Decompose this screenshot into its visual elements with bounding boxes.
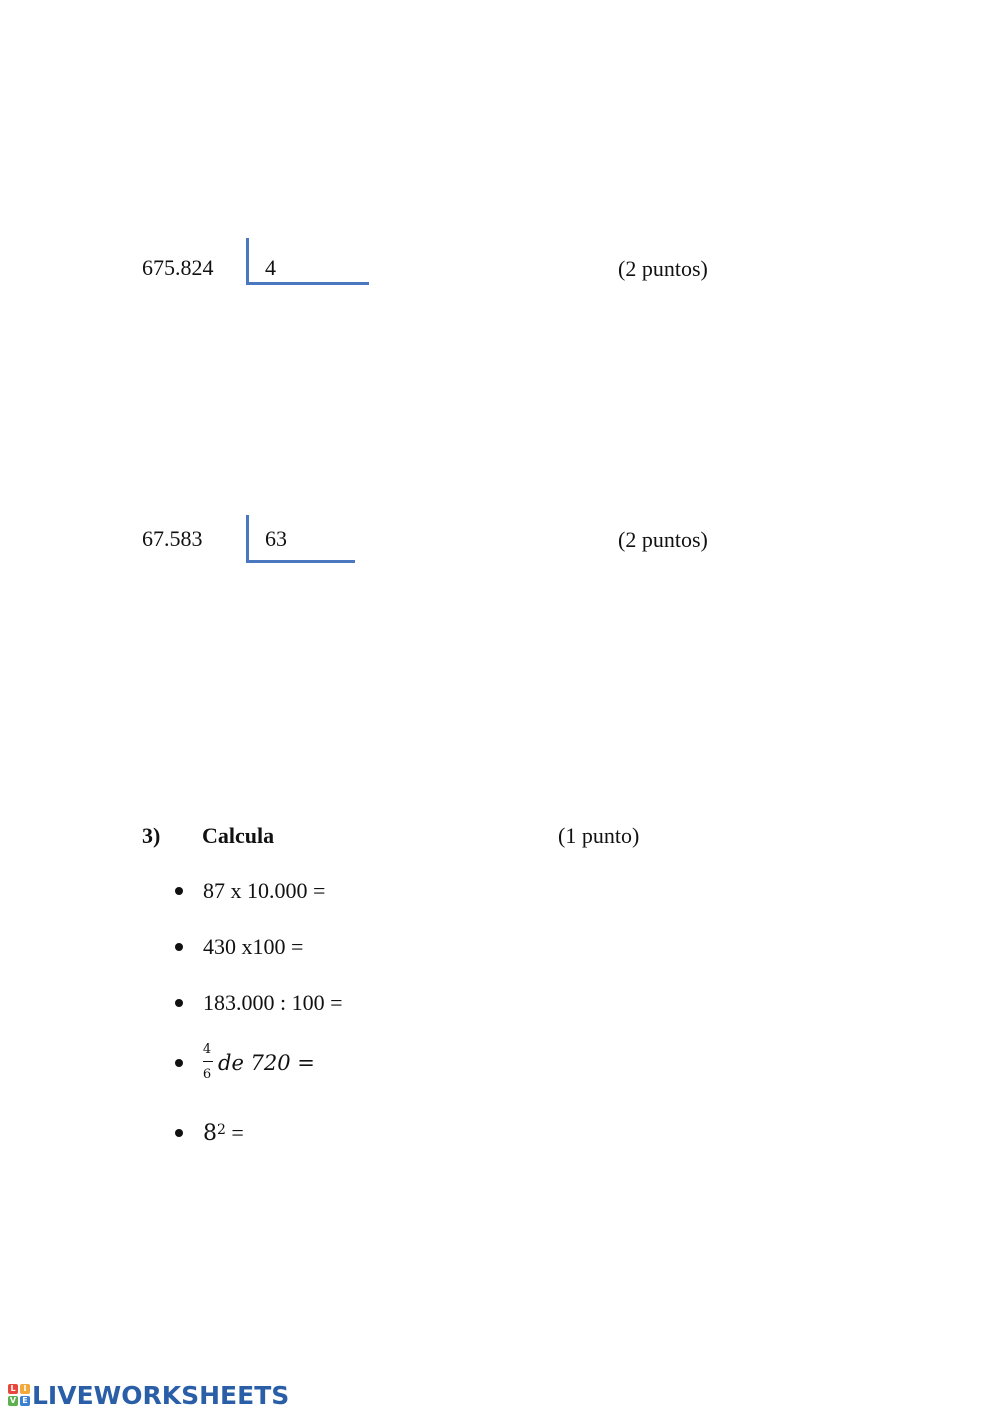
division-2-dividend: 67.583 [142,526,203,551]
liveworksheets-logo[interactable] [8,1382,289,1408]
logo-letter-v: V [9,1396,17,1405]
section-3-title: Calcula [202,823,275,848]
division-2-bracket [246,515,355,563]
division-2-points: (2 puntos) [618,527,708,552]
fraction-numerator: 4 [202,1042,212,1057]
logo-text: LIVEWORKSHEETS [32,1380,290,1410]
section-3-points: (1 punto) [558,823,640,848]
division-2-divisor: 63 [265,526,287,551]
logo-letter-l: L [8,1384,18,1394]
logo-grid-icon [8,1384,30,1406]
power-exponent: 2 [217,1122,226,1138]
fraction-bar [203,1061,213,1062]
calc-item-3: 183.000 : 100 = [203,990,343,1015]
division-1-divisor: 4 [265,255,276,280]
fraction-item-text: de 720 = [218,1051,315,1075]
bullet-icon [175,887,183,895]
logo-letter-e: E [20,1396,30,1406]
fraction-denominator: 6 [202,1067,212,1082]
bullet-icon [175,999,183,1007]
calc-item-1: 87 x 10.000 = [203,878,326,903]
calc-item-power [203,1120,244,1147]
power-suffix: = [225,1120,244,1145]
section-3-number: 3) [142,823,161,848]
power-base: 8 [203,1121,217,1146]
bullet-icon [175,1059,183,1067]
division-1-dividend: 675.824 [142,255,214,280]
division-1-points: (2 puntos) [618,256,708,281]
bullet-icon [175,943,183,951]
calc-item-2: 430 x100 = [203,934,304,959]
bullet-icon [175,1129,183,1137]
logo-letter-i: I [20,1384,30,1394]
